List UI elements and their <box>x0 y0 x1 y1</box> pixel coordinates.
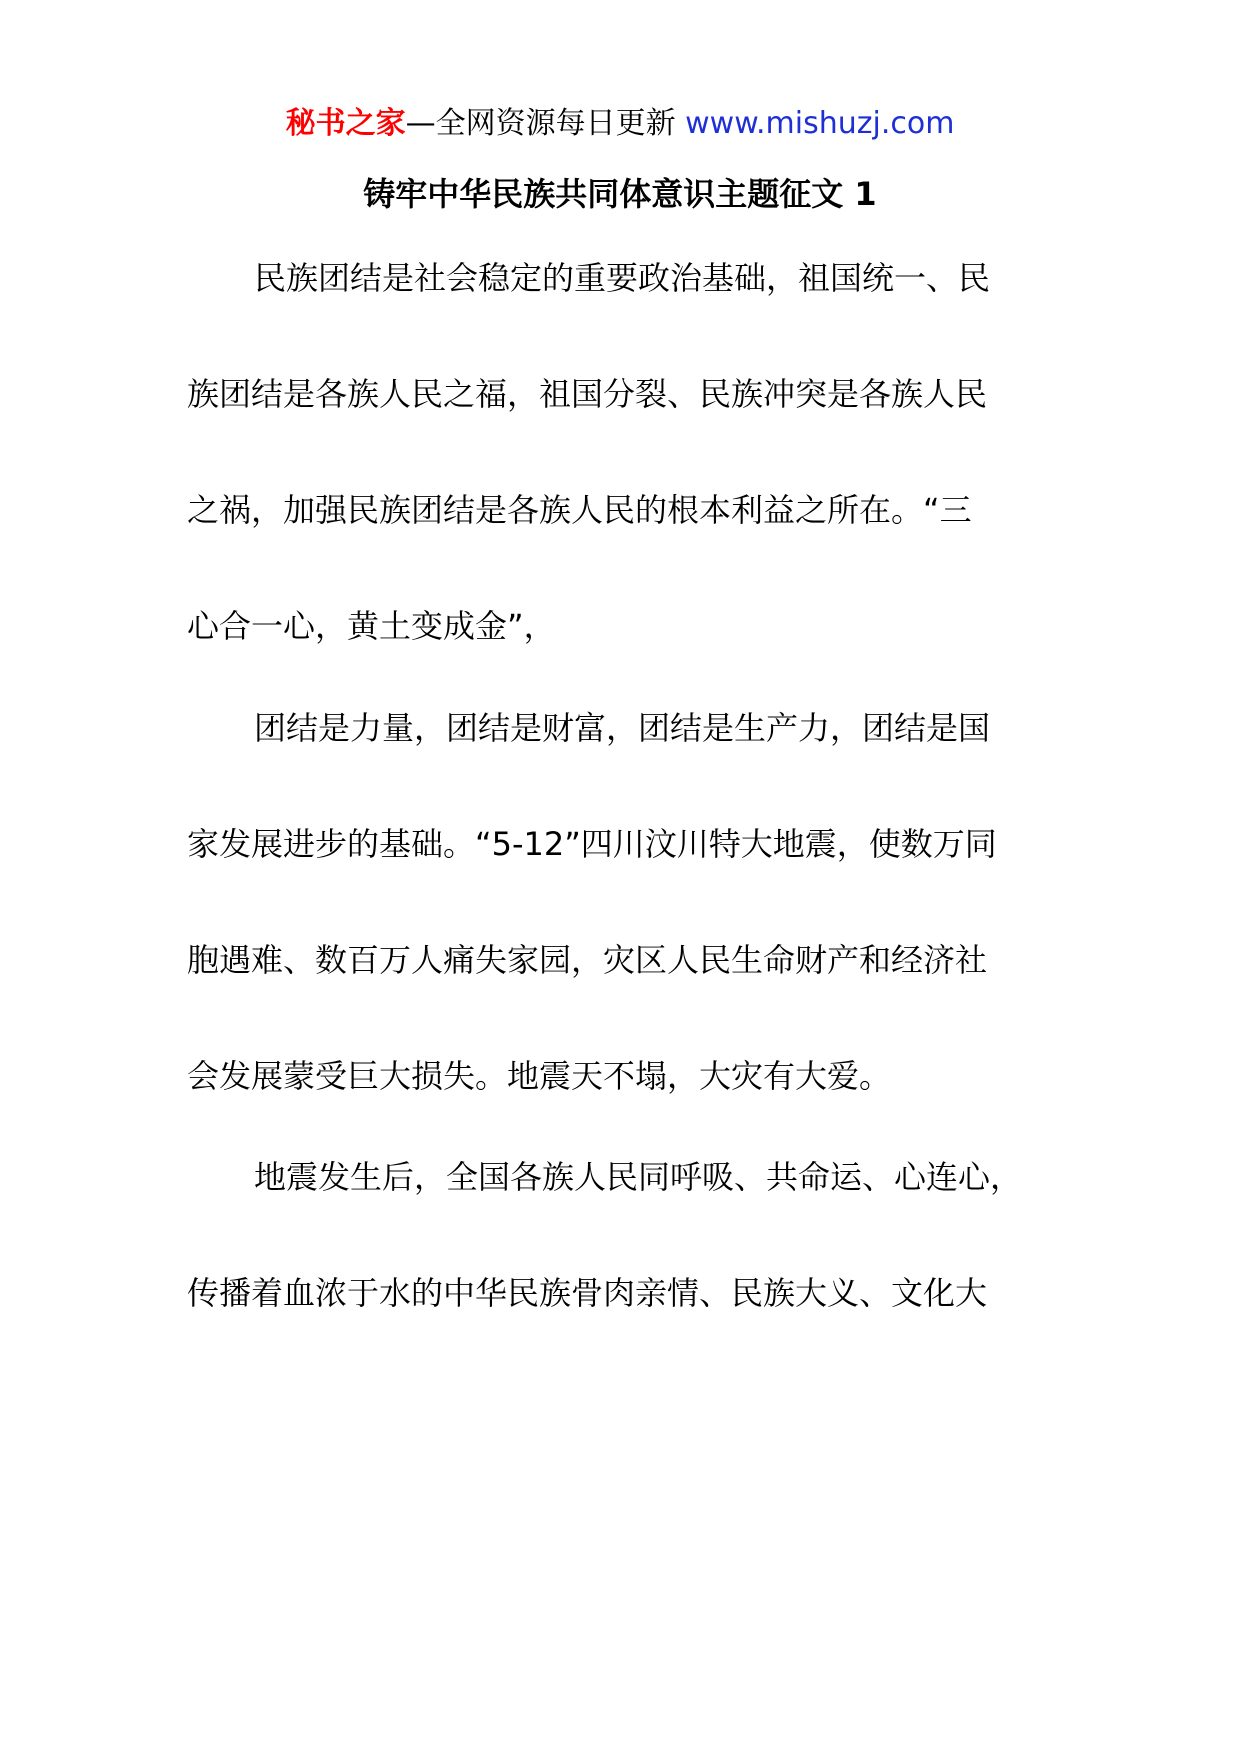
paragraph-line: 胞遇难、数百万人痛失家园，灾区人民生命财产和经济社 <box>187 941 988 979</box>
paragraph-line: 传播着血浓于水的中华民族骨肉亲情、民族大义、文化大 <box>187 1274 988 1312</box>
paragraph-line: 团结是力量，团结是财富，团结是生产力，团结是国 <box>254 709 991 747</box>
header-tagline: —全网资源每日更新 <box>405 106 686 141</box>
paragraph-line: 心合一心，黄土变成金”， <box>187 607 556 645</box>
paragraph-line: 会发展蒙受巨大损失。地震天不塌，大灾有大爱。 <box>187 1057 892 1095</box>
document-title: 铸牢中华民族共同体意识主题征文 1 <box>363 175 877 213</box>
site-url-link[interactable]: www.mishuzj.com <box>685 106 955 141</box>
site-header <box>0 102 1240 146</box>
paragraph-line: 之祸，加强民族团结是各族人民的根本利益之所在。“三 <box>187 491 972 529</box>
paragraph-line: 家发展进步的基础。“5-12”四川汶川特大地震，使数万同 <box>187 825 997 863</box>
paragraph-line: 民族团结是社会稳定的重要政治基础，祖国统一、民 <box>254 259 991 297</box>
paragraph-line: 族团结是各族人民之福，祖国分裂、民族冲突是各族人民 <box>187 375 988 413</box>
brand-name: 秘书之家 <box>285 106 406 141</box>
paragraph-line: 地震发生后，全国各族人民同呼吸、共命运、心连心， <box>254 1158 1023 1196</box>
